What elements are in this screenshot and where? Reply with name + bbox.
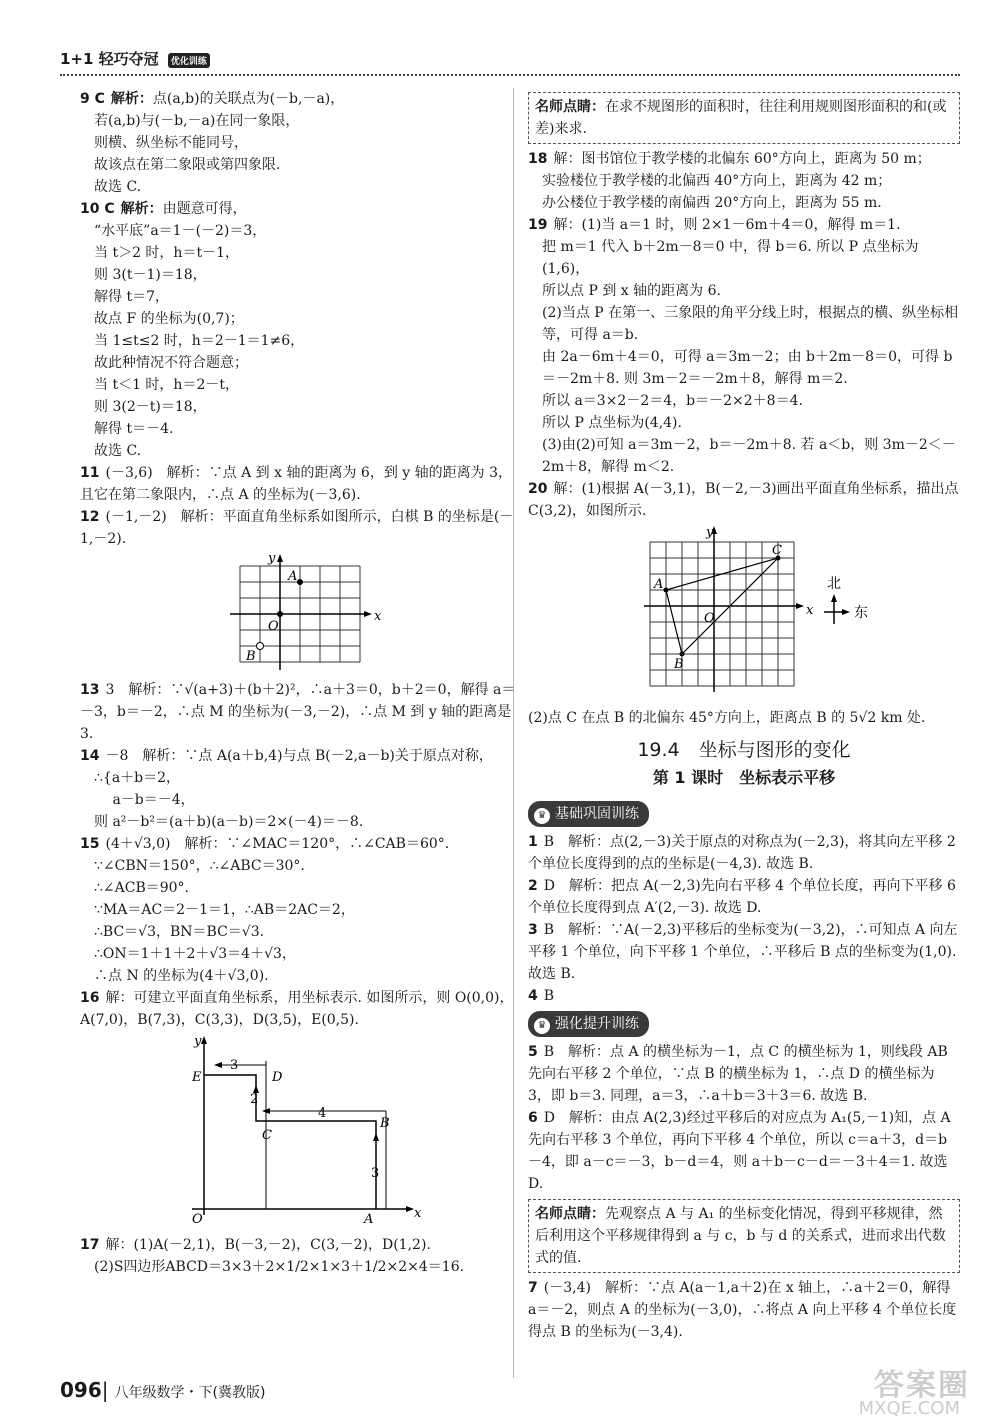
watermark-logo: 答案圈 (874, 1368, 970, 1403)
fig16-origin-label: O (192, 1212, 203, 1227)
fig12-a-label: A (288, 569, 298, 584)
answer-20-part2: (2)点 C 在点 B 的北偏东 45°方向上，距离点 B 的 5√2 km 处. (528, 710, 926, 726)
left-column (80, 88, 525, 1278)
fig16-c-label: C (262, 1128, 272, 1143)
exercise-4: 4 B (528, 988, 555, 1004)
fig20-y-label: y (706, 525, 714, 540)
compass-east-label: 东 (854, 605, 868, 621)
fig16-step-3b-label: 3 (371, 1166, 380, 1181)
crown-icon: ♛ (534, 1018, 550, 1034)
figure-16-route (80, 1031, 525, 1227)
crown-icon: ♛ (534, 808, 550, 824)
fig16-x-label: x (414, 1206, 422, 1221)
exercise-1: 1 B 解析：点(2,－3)关于原点的对称点为(－2,3)，将其向左平移 2 个单位长度得到的点的坐标是(－4,3). 故选 B. (528, 834, 956, 872)
page-number: 096 (60, 1378, 102, 1402)
watermark-url: MXQE.COM (858, 1398, 960, 1419)
answer-10: 10 C 解析：由题意可得， “水平底”a＝1－(－2)＝3， 当 t＞2 时，h＝t－1， 则 3(t－1)＝18， 解得 t＝7， 故点 F 的坐标为(0,7)； 当 1≤t≤2 时，h＝2－1＝1≠6， 故此种情况不符合题意； 当 t＜1 时，h＝2－t， 则 3(2－t)＝18， 解得 t＝－4. 故选 C. (80, 201, 305, 459)
answer-14: 14 －8 解析：∵点 A(a＋b,4)与点 B(－2,a－b)关于原点对称， ∴{a＋b＝2， a－b＝－4， 则 a²－b²＝(a＋b)(a－b)＝2×(－4)＝－8. (80, 748, 493, 830)
exercise-7: 7 (－3,4) 解析：∵点 A(a－1,a＋2)在 x 轴上，∴a＋2＝0，解得 a＝－2，则点 A 的坐标为(－3,0)，∴将点 A 向上平移 4 个单位长度得点 B 的坐标为(－3,4). (528, 1280, 957, 1340)
answer-13: 13 3 解析：∵√(a+3)＋(b＋2)²，∴a＋3＝0，b＋2＝0，解得 a＝－3，b＝－2，∴点 M 的坐标为(－3,－2)，∴点 M 到 y 轴的距离是 3. (80, 682, 516, 742)
basic-training-banner: ♛ 基础巩固训练 (528, 801, 649, 827)
exercise-6: 6 D 解析：由点 A(2,3)经过平移后的对应点为 A₁(5,－1)知，点 A 先向右平移 3 个单位，再向下平移 4 个单位，所以 c＝a＋3，d＝b－4，即 a－c＝－3，b－d＝4，则 a＋b－c－d＝－3＋4＝1. 故选 D. (528, 1110, 951, 1192)
advanced-training-banner: ♛ 强化提升训练 (528, 1011, 649, 1037)
answer-12: 12 (－1,－2) 解析：平面直角坐标系如图所示，白棋 B 的坐标是(－1,－2). (80, 509, 514, 547)
fig12-x-label: x (374, 609, 382, 624)
figure-20-map (528, 522, 960, 700)
answer-17: 17 解：(1)A(－2,1)，B(－3,－2)，C(3,－2)，D(1,2). (2)S四边形ABCD＝3×3＋2×1/2×1×3＋1/2×2×4＝16. (80, 1237, 465, 1275)
fig16-e-label: E (192, 1070, 202, 1085)
teacher-tip-2: 名师点睛：先观察点 A 与 A₁ 的坐标变化情况，得到平移规律，然后利用这个平移规律得到 a 与 c，b 与 d 的关系式，进而求出代数式的值. (528, 1199, 960, 1273)
header-rule (60, 74, 960, 76)
section-title: 19.4 坐标与图形的变化 (637, 739, 851, 761)
fig16-b-label: B (380, 1116, 390, 1131)
exercise-2: 2 D 解析：把点 A(－2,3)先向右平移 4 个单位长度，再向下平移 6 个单位长度得到点 A′(2,－3). 故选 D. (528, 878, 956, 916)
page-footer: 096| 八年级数学・下(冀教版) (60, 1378, 266, 1402)
fig16-step-4-label: 4 (318, 1106, 327, 1121)
fig20-a-label: A (654, 577, 664, 592)
exercise-5: 5 B 解析：点 A 的横坐标为－1，点 C 的横坐标为 1，则线段 AB 先向右平移 2 个单位，∵点 B 的横坐标为 1，∴点 D 的横坐标为 3，即 b＝3. 同理，a＝3，∴a＋b＝3＋3＝6. 故选 B. (528, 1044, 948, 1104)
fig16-step-2-label: 2 (250, 1092, 259, 1107)
fig12-b-label: B (246, 649, 256, 664)
book-title: 八年级数学・下(冀教版) (114, 1385, 266, 1401)
teacher-tip-1: 名师点睛：在求不规图形的面积时，往往利用规则图形面积的和(或差)来求. (528, 92, 960, 144)
black-piece-origin (277, 611, 283, 617)
answer-19: 19 解：(1)当 a＝1 时，则 2×1－6m＋4＝0，解得 m＝1. 把 m＝1 代入 b＋2m－8＝0 中，得 b＝6. 所以 P 点坐标为(1,6)， 所以点 P 到 x 轴的距离为 6. (2)当点 P 在第一、三象限的角平分线上时，根据点的横、纵坐标相等，可得 a＝b. 由 2a－6m＋4＝0，可得 a＝3m－2；由 b＋2m－8＝0，可得 b＝－2m＋8. 则 3m－2＝－2m＋8，解得 m＝2. 所以 a＝3×2－2＝4，b＝－2×2＋8＝4. 所以 P 点坐标为(4,4). (3)由(2)可知 a＝3m－2，b＝－2m＋8. 若 a＜b，则 3m－2＜－2m＋8，解得 m＜2. (528, 217, 959, 475)
fig20-c-label: C (772, 543, 782, 558)
answer-15: 15 (4＋√3,0) 解析：∵∠MAC＝120°，∴∠CAB＝60°. ∵∠CBN＝150°，∴∠ABC＝30°. ∴∠ACB＝90°. ∵MA＝AC＝2－1＝1，∴AB＝2AC＝2， ∴BC＝√3，BN＝BC＝√3. ∴ON＝1＋1＋2＋√3＝4＋√3， ∴点 N 的坐标为(4＋√3,0). (80, 836, 450, 984)
answer-9: 9 C 解析：点(a,b)的关联点为(－b,－a)， 若(a,b)与(－b,－a)在同一象限， 则横、纵坐标不能同号， 故该点在第二象限或第四象限. 故选 C. (80, 91, 345, 195)
answer-11: 11 (－3,6) 解析：∵点 A 到 x 轴的距离为 6，到 y 轴的距离为 3，且它在第二象限内，∴点 A 的坐标为(－3,6). (80, 465, 513, 503)
lesson-title: 第 1 课时 坐标表示平移 (652, 768, 836, 787)
fig16-d-label: D (272, 1070, 283, 1085)
fig20-b-label: B (674, 657, 684, 672)
fig16-step-3-label: 3 (230, 1058, 239, 1073)
compass-north-label: 北 (827, 576, 841, 592)
answer-16: 16 解：可建立平面直角坐标系，用坐标表示. 如图所示，则 O(0,0)，A(7,0)，B(7,3)，C(3,3)，D(3,5)，E(0,5). (80, 990, 514, 1028)
fig12-y-label: y (268, 551, 276, 566)
figure-12-grid (80, 550, 525, 672)
fig20-origin-label: O (704, 611, 715, 626)
right-column (528, 88, 960, 1343)
answer-20: 20 解：(1)根据 A(－3,1)，B(－2,－3)画出平面直角坐标系，描出点 C(3,2)，如图所示. (528, 481, 959, 519)
fig20-x-label: x (806, 603, 814, 618)
page-header (60, 44, 960, 74)
brand-logo: 1+1 轻巧夺冠 优化训练 (60, 48, 210, 69)
compass-icon (824, 594, 850, 624)
black-piece-a (297, 579, 303, 585)
fig16-y-label: y (194, 1034, 202, 1049)
white-piece-b (257, 643, 264, 650)
exercise-3: 3 B 解析：∵A(－2,3)平移后的坐标变为(－3,2)，∴可知点 A 向左平移 1 个单位，向下平移 1 个单位，∴平移后 B 点的坐标变为(1,0). 故选 B. (528, 922, 958, 982)
fig16-a-label: A (364, 1212, 374, 1227)
fig12-origin-label: O (268, 619, 279, 634)
answer-18: 18 解：图书馆位于教学楼的北偏东 60°方向上，距离为 50 m； 实验楼位于教学楼的北偏西 40°方向上，距离为 42 m； 办公楼位于教学楼的南偏西 20°方向上，距离为 55 m. (528, 151, 931, 211)
